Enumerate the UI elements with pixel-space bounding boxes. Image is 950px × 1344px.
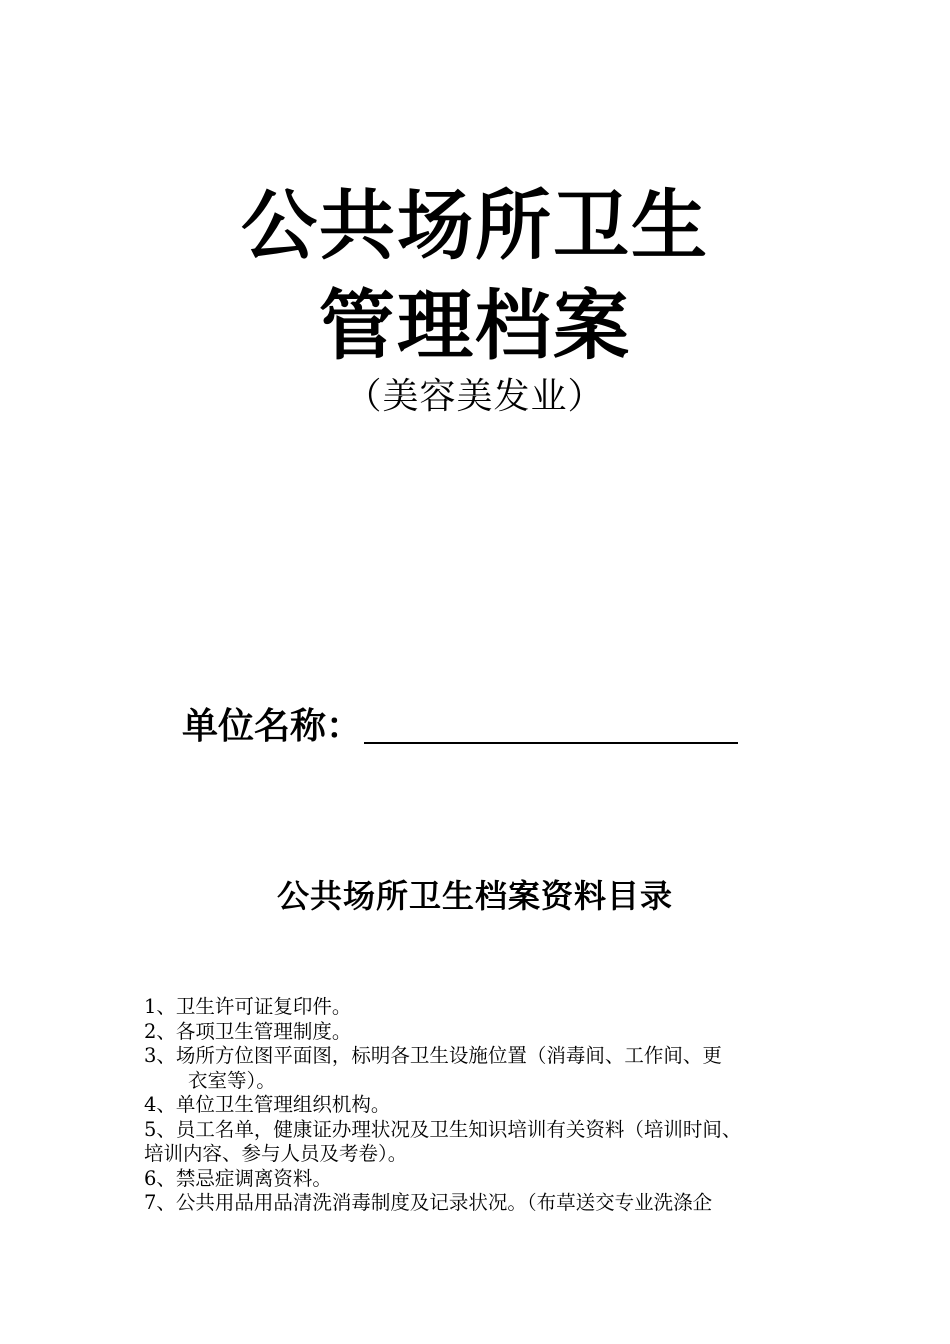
toc-item: 1、卫生许可证复印件。 — [144, 995, 352, 1018]
unit-name-field[interactable] — [364, 704, 738, 744]
toc-item-continuation: 培训内容、参与人员及考卷）。 — [144, 1142, 408, 1165]
cover-title-line2: 管理档案 — [319, 281, 631, 370]
toc-item: 5、员工名单，健康证办理状况及卫生知识培训有关资料（培训时间、 — [144, 1117, 742, 1141]
toc-item: 3、场所方位图平面图，标明各卫生设施位置（消毒间、工作间、更 — [144, 1044, 722, 1067]
toc-item: 7、公共用品用品清洗消毒制度及记录状况。（布草送交专业洗涤企 — [144, 1191, 713, 1214]
toc-heading: 公共场所卫生档案资料目录 — [276, 877, 673, 915]
toc-item-continuation: 衣室等）。 — [188, 1068, 276, 1092]
cover-subtitle: （美容美发业） — [345, 376, 605, 417]
toc-item: 6、禁忌症调离资料。 — [144, 1166, 332, 1190]
unit-name-label: 单位名称： — [182, 706, 363, 747]
toc-list — [144, 995, 834, 1216]
unit-name-row — [182, 700, 738, 750]
toc-item: 2、各项卫生管理制度。 — [144, 1019, 352, 1043]
toc-item: 4、单位卫生管理组织机构。 — [144, 1093, 391, 1116]
cover-title-line1: 公共场所卫生 — [241, 181, 709, 270]
